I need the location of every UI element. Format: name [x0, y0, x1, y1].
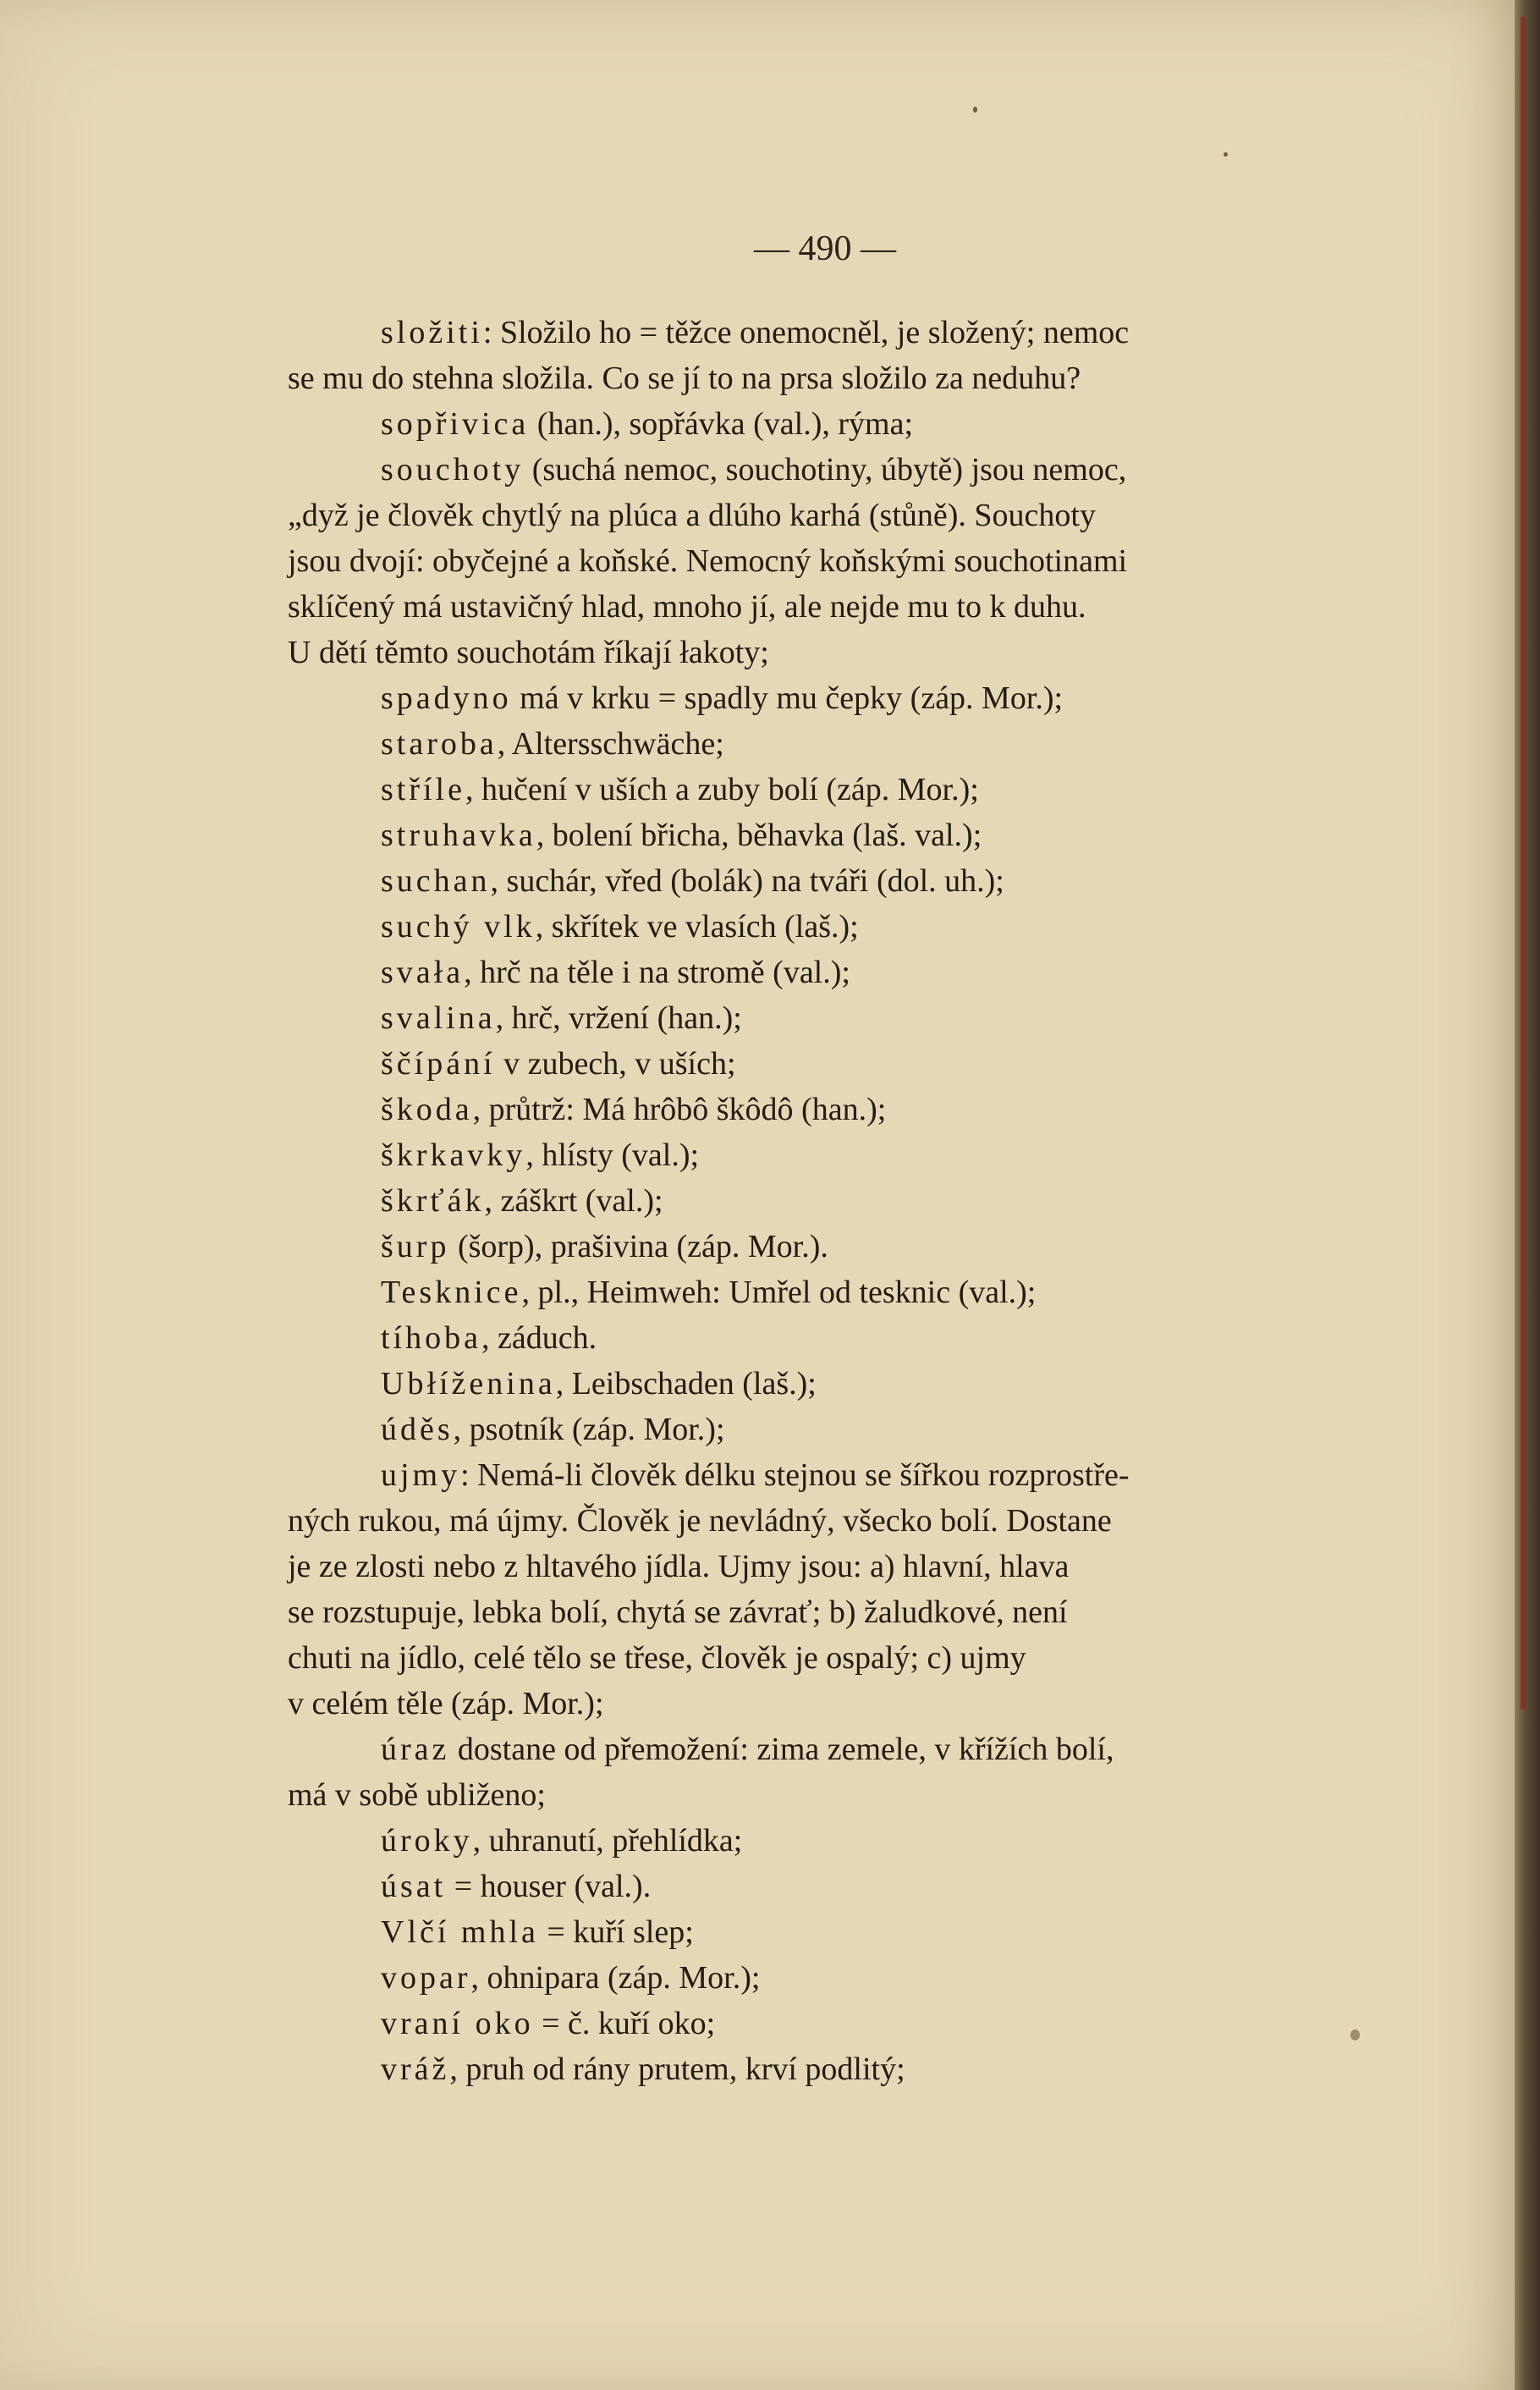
text-line: [288, 1361, 1388, 1407]
text-line: [288, 1589, 1388, 1635]
entry-headword: úděs: [381, 1412, 454, 1447]
entry-headword: sopřivica: [381, 406, 530, 442]
text-line: [288, 493, 1388, 538]
text-line: [288, 995, 1388, 1041]
text-line: [288, 1635, 1388, 1681]
text-line: [288, 2001, 1388, 2046]
page-number: — 490 —: [754, 229, 896, 268]
text-line: [288, 1544, 1388, 1589]
entry-text: = kuří slep;: [538, 1914, 694, 1950]
entry-headword: suchý vlk: [381, 909, 536, 944]
text-line: [288, 310, 1388, 355]
text-line: [288, 1269, 1388, 1315]
entry-headword: tíhoba: [381, 1320, 481, 1356]
entry-headword: staroba: [381, 726, 498, 762]
entry-headword: vopar: [381, 1960, 471, 1996]
entry-text: , hučení v uších a zuby bolí (záp. Mor.);: [465, 772, 979, 807]
entry-text: , ohnipara (záp. Mor.);: [470, 1960, 761, 1996]
entry-text: (suchá nemoc, souchotiny, úbytě) jsou nemoc,: [524, 452, 1127, 487]
entry-headword: škoda: [381, 1092, 473, 1127]
entry-headword: ščípání: [381, 1046, 496, 1082]
entry-text: v zubech, v uších;: [495, 1046, 736, 1082]
entry-text: se rozstupuje, lebka bolí, chytá se závrať; b) žaludkové, není: [288, 1594, 1068, 1630]
text-line: [288, 447, 1388, 493]
entry-text: má v sobě ubliženo;: [288, 1777, 546, 1813]
entry-headword: struhavka: [381, 818, 536, 853]
entry-text: , hrč na těle i na stromě (val.);: [464, 955, 850, 990]
entry-headword: šurp: [381, 1229, 450, 1264]
entry-headword: úsat: [381, 1869, 447, 1904]
entry-headword: škrťák: [381, 1183, 485, 1219]
entry-headword: spadyno: [381, 680, 512, 716]
text-line: [288, 904, 1388, 950]
text-line: [288, 1315, 1388, 1361]
text-line: [288, 1087, 1388, 1132]
text-line: [288, 355, 1388, 401]
entry-text: U dětí těmto souchotám říkají łakoty;: [288, 635, 769, 670]
entry-headword: vraní oko: [381, 2006, 534, 2041]
text-line: [288, 1407, 1388, 1452]
entry-text: chuti na jídlo, celé tělo se třese, člověk je ospalý; c) ujmy: [288, 1640, 1026, 1676]
entry-text: , suchár, vřed (bolák) na tváři (dol. uh.);: [490, 863, 1004, 899]
entry-text: , pl., Heimweh: Umřel od tesknic (val.);: [521, 1275, 1037, 1310]
entry-text: , hlísty (val.);: [525, 1137, 700, 1173]
text-line: [288, 1178, 1388, 1224]
entry-headword: stříle: [381, 772, 465, 807]
text-line: [288, 1452, 1388, 1498]
text-line: [288, 538, 1388, 584]
book-spine: [1515, 0, 1540, 2390]
entry-headword: souchoty: [381, 452, 525, 487]
entry-headword: ujmy: [381, 1457, 461, 1493]
entry-text: má v krku = spadly mu čepky (záp. Mor.);: [511, 680, 1064, 716]
entry-text: , hrč, vržení (han.);: [495, 1000, 742, 1036]
text-line: [288, 721, 1388, 767]
entry-text: , průtrž: Má hrôbô škôdô (han.);: [472, 1092, 887, 1127]
text-line: [288, 1772, 1388, 1818]
text-line: [288, 401, 1388, 447]
entry-text: : Složilo ho = těžce onemocněl, je složený; nemoc: [482, 315, 1130, 350]
entry-headword: svała: [381, 955, 465, 990]
entry-text: , záduch.: [481, 1320, 597, 1356]
entry-text: dostane od přemožení: zima zemele, v křížích bolí,: [449, 1732, 1114, 1767]
text-line: [288, 584, 1388, 630]
entry-text: , skřítek ve vlasích (laš.);: [535, 909, 859, 944]
entry-headword: suchan: [381, 863, 491, 899]
text-line: [288, 675, 1388, 721]
entry-text: , bolení břicha, běhavka (laš. val.);: [536, 818, 982, 853]
entry-text: jsou dvojí: obyčejné a koňské. Nemocný koňskými souchotinami: [288, 543, 1128, 579]
entry-headword: vráž: [381, 2051, 450, 2087]
entry-text: v celém těle (záp. Mor.);: [288, 1686, 604, 1721]
text-line: [288, 2046, 1388, 2092]
dictionary-text: [288, 310, 1388, 2092]
text-line: [288, 858, 1388, 904]
text-line: [288, 1864, 1388, 1909]
text-line: [288, 1224, 1388, 1269]
text-line: [288, 812, 1388, 858]
text-line: [288, 1681, 1388, 1726]
text-line: [288, 1132, 1388, 1178]
entry-text: „dyž je člověk chytlý na plúca a dlúho karhá (stůně). Souchoty: [288, 498, 1096, 533]
entry-headword: svalina: [381, 1000, 496, 1036]
entry-text: , záškrt (val.);: [484, 1183, 663, 1219]
entry-headword: úraz: [381, 1732, 450, 1767]
entry-headword: škrkavky: [381, 1137, 526, 1173]
entry-text: sklíčený má ustavičný hlad, mnoho jí, ale nejde mu to k duhu.: [288, 589, 1086, 625]
text-line: [288, 1818, 1388, 1864]
paper-speck: [1224, 152, 1228, 157]
entry-headword: Tesknice: [381, 1275, 522, 1310]
entry-text: : Nemá-li člověk délku stejnou se šířkou rozprostře-: [460, 1457, 1130, 1493]
text-line: [288, 1498, 1388, 1544]
text-line: [288, 1041, 1388, 1087]
text-line: [288, 630, 1388, 675]
entry-headword: Ubłíženina: [381, 1366, 556, 1402]
entry-text: , uhranutí, přehlídka;: [472, 1823, 743, 1859]
entry-headword: Vlčí mhla: [381, 1914, 539, 1950]
entry-text: je ze zlosti nebo z hltavého jídla. Ujmy jsou: a) hlavní, hlava: [288, 1549, 1070, 1584]
entry-text: ných rukou, má újmy. Člověk je nevládný, všecko bolí. Dostane: [288, 1503, 1112, 1539]
entry-text: (šorp), prašivina (záp. Mor.).: [449, 1229, 828, 1264]
entry-headword: složiti: [381, 315, 483, 350]
entry-text: se mu do stehna složila. Co se jí to na prsa složilo za neduhu?: [288, 361, 1081, 396]
entry-text: , psotník (záp. Mor.);: [453, 1412, 725, 1447]
spine-edge: [1521, 17, 1526, 1710]
text-line: [288, 950, 1388, 995]
entry-text: = houser (val.).: [446, 1869, 652, 1904]
entry-text: = č. kuří oko;: [533, 2006, 716, 2041]
entry-headword: úroky: [381, 1823, 473, 1859]
text-line: [288, 767, 1388, 812]
entry-text: , pruh od rány prutem, krví podlitý;: [449, 2051, 905, 2087]
entry-text: , Altersschwäche;: [497, 726, 724, 762]
entry-text: , Leibschaden (laš.);: [555, 1366, 817, 1402]
paper-speck: [973, 107, 977, 113]
text-line: [288, 1726, 1388, 1772]
text-line: [288, 1955, 1388, 2001]
entry-text: (han.), sopřávka (val.), rýma;: [529, 406, 914, 442]
text-line: [288, 1909, 1388, 1955]
